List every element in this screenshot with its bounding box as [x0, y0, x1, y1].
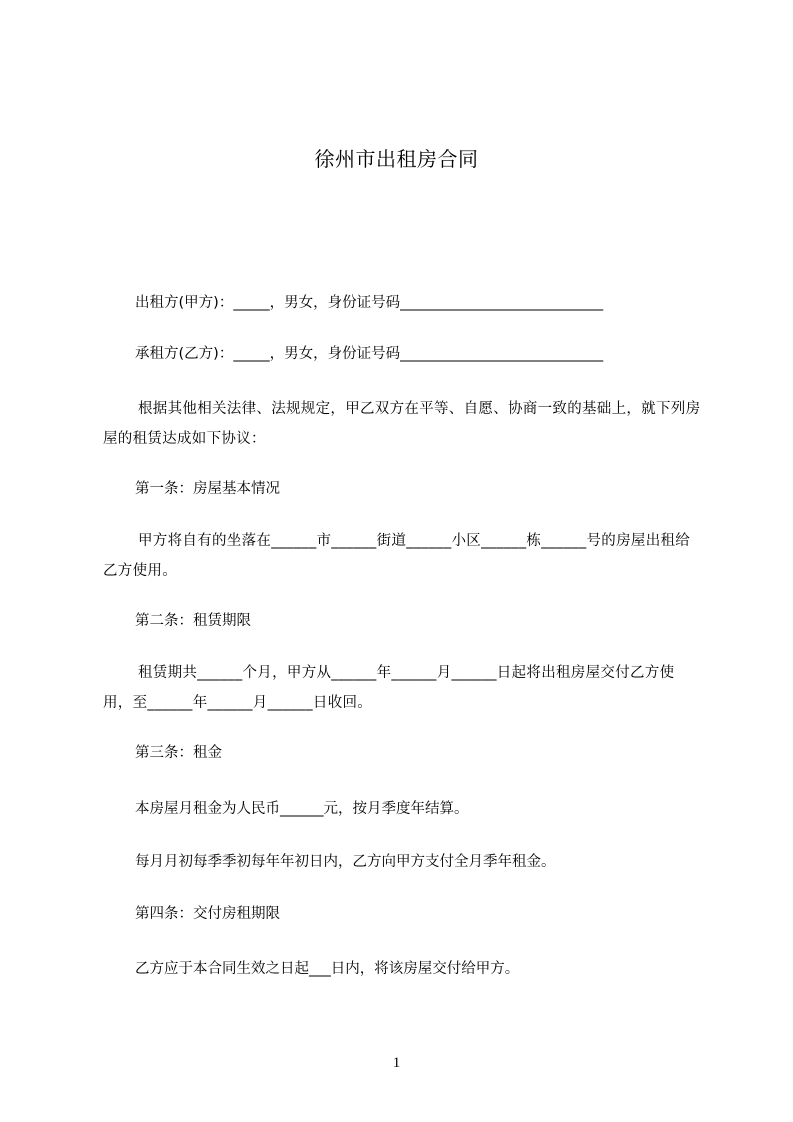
article2-heading: 第二条：租赁期限	[135, 613, 251, 629]
article4-heading: 第四条：交付房租期限	[135, 906, 280, 922]
article2-body: 租赁期共______个月，甲方从______年______月______日起将出租房屋交付乙方使用，至______年______月______日收回。	[103, 665, 675, 711]
article3-payment-line: 每月月初每季季初每年年初日内，乙方向甲方支付全月季年租金。	[135, 854, 556, 870]
preamble-paragraph: 根据其他相关法律、法规规定，甲乙双方在平等、自愿、协商一致的基础上，就下列房屋的租赁达成如下协议：	[103, 401, 701, 447]
article1-heading: 第一条：房屋基本情况	[135, 481, 280, 497]
document-title: 徐州市出租房合同	[314, 147, 479, 171]
article3-rent-line: 本房屋月租金为人民币______元，按月季度年结算。	[135, 801, 469, 817]
page-number: 1	[392, 1055, 401, 1071]
lessee-line: 承租方(乙方)：_____，男女，身份证号码____________________________	[135, 346, 604, 362]
article1-body: 甲方将自有的坐落在______市______街道______小区______栋______号的房屋出租给乙方使用。	[103, 533, 691, 579]
article4-body: 乙方应于本合同生效之日起___日内，将该房屋交付给甲方。	[135, 961, 520, 977]
lessor-line: 出租方(甲方)：_____，男女，身份证号码____________________________	[135, 295, 604, 311]
article3-heading: 第三条：租金	[135, 745, 222, 761]
